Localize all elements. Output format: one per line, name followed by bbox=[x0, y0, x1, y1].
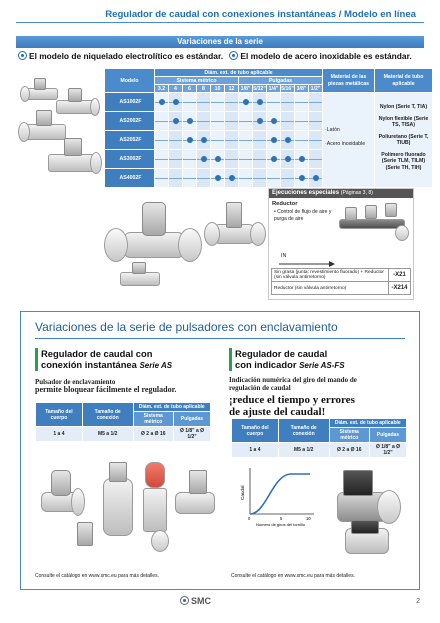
material-cell bbox=[323, 93, 375, 188]
availability-dot bbox=[159, 99, 165, 105]
flow-tick: 5 bbox=[280, 516, 283, 521]
special-header bbox=[269, 189, 413, 198]
availability-dot bbox=[201, 156, 207, 162]
size-cell bbox=[239, 131, 253, 150]
tube-material-item: Poliuretano (Serie T, TIUB) bbox=[378, 133, 429, 146]
push-rule bbox=[35, 338, 405, 339]
size-cell bbox=[155, 112, 169, 131]
left-col-title bbox=[35, 348, 215, 371]
in-label: IN bbox=[281, 253, 287, 259]
smc-logo bbox=[180, 596, 211, 606]
size-cell bbox=[197, 93, 211, 112]
right-big bbox=[229, 394, 414, 418]
tube-material-cell bbox=[375, 93, 433, 188]
size-cell bbox=[309, 112, 323, 131]
size-header: 5/16" bbox=[281, 85, 294, 92]
mini-h-size: Tamaño del cuerpo bbox=[36, 403, 83, 427]
size-cell bbox=[225, 150, 239, 169]
size-cell bbox=[295, 112, 309, 131]
right-catalog: Consulte el catálogo en www.smc.eu para más detalles. bbox=[231, 573, 355, 579]
availability-dot bbox=[173, 118, 179, 124]
tube-material-header: Material de tubo aplicable bbox=[375, 69, 433, 93]
availability-dot bbox=[257, 118, 263, 124]
right-big-line1: ¡reduce el tiempo y errores bbox=[229, 394, 355, 406]
material-header: Material de las piezas metálicas bbox=[323, 69, 375, 93]
size-cell bbox=[281, 169, 295, 188]
left-sub-line1: Pulsador de enclavamiento bbox=[35, 378, 116, 386]
special-row-code: -X21 bbox=[389, 269, 411, 282]
size-cell bbox=[253, 93, 267, 112]
size-cell bbox=[183, 112, 197, 131]
right-sub-line1: Indicación numérica del giro del mando de bbox=[229, 376, 357, 384]
product-photo-group bbox=[104, 192, 266, 302]
header-rule bbox=[16, 22, 424, 23]
flow-tick: 10 bbox=[306, 516, 311, 521]
size-cell bbox=[197, 112, 211, 131]
left-title-line2: conexión instantánea bbox=[41, 359, 137, 370]
mini-h-inch: Pulgadas bbox=[369, 428, 406, 443]
size-cell bbox=[211, 93, 225, 112]
mini-h-tube: Diám. ext. de tubo aplicable bbox=[329, 419, 406, 428]
availability-dot bbox=[173, 99, 179, 105]
size-cell bbox=[211, 150, 225, 169]
push-title: Variaciones de la serie de pulsadores con enclavamiento bbox=[35, 320, 338, 334]
mini-v-conn: M5 a 1/2 bbox=[82, 427, 133, 442]
model-header: Modelo bbox=[105, 69, 155, 93]
size-cell bbox=[281, 131, 295, 150]
availability-dot bbox=[257, 99, 263, 105]
special-row-code: -X214 bbox=[389, 282, 411, 295]
size-header: 5/32" bbox=[253, 85, 266, 92]
mini-v-conn: M5 a 1/2 bbox=[278, 443, 329, 458]
size-cell bbox=[155, 93, 169, 112]
size-cell bbox=[197, 150, 211, 169]
size-header: 1/4" bbox=[267, 85, 281, 93]
size-cell bbox=[281, 150, 295, 169]
size-cell bbox=[169, 131, 183, 150]
size-header: 10 bbox=[211, 85, 225, 93]
right-title-line1: Regulador de caudal bbox=[235, 348, 328, 359]
availability-dot bbox=[229, 175, 235, 181]
model-name: AS1002F bbox=[105, 93, 155, 112]
material-item: ·Latón bbox=[325, 127, 340, 133]
mini-h-metric: Sistema métrico bbox=[133, 412, 173, 427]
right-mini-table bbox=[231, 418, 407, 458]
size-cell bbox=[197, 131, 211, 150]
tube-material-item: Nylon flexible (Serie TS, TISA) bbox=[378, 115, 429, 128]
mini-h-metric: Sistema métrico bbox=[329, 428, 369, 443]
special-executions-panel bbox=[268, 188, 414, 300]
right-col-title bbox=[229, 348, 409, 371]
availability-dot bbox=[271, 137, 277, 143]
size-header: 3.2 bbox=[155, 85, 169, 93]
bullseye-icon bbox=[229, 51, 238, 60]
size-cell bbox=[267, 93, 281, 112]
size-cell bbox=[253, 131, 267, 150]
push-lock-products bbox=[31, 452, 221, 557]
special-subtitle: Reductor bbox=[272, 201, 298, 207]
special-bullet: • Control de flujo de aire y purga de aire bbox=[274, 209, 332, 222]
availability-dot bbox=[271, 156, 277, 162]
mini-v-inch: Ø 1/8" a Ø 1/2" bbox=[173, 427, 210, 442]
mini-v-metric: Ø 2 a Ø 16 bbox=[329, 443, 369, 458]
mini-v-size: 1 a 4 bbox=[232, 443, 279, 458]
size-cell bbox=[267, 169, 281, 188]
metric-header: Sistema métrico bbox=[155, 77, 239, 85]
tube-header: Diám. ext. de tubo aplicable bbox=[155, 69, 323, 77]
left-title-line1: Regulador de caudal con bbox=[41, 348, 153, 359]
size-header: 1/8" bbox=[239, 85, 253, 93]
size-header: 1/2" bbox=[309, 85, 323, 93]
size-cell bbox=[197, 169, 211, 188]
left-series: Serie AS bbox=[139, 361, 173, 370]
mini-h-conn: Tamaño de conexión bbox=[82, 403, 133, 427]
size-cell bbox=[211, 112, 225, 131]
size-cell bbox=[155, 131, 169, 150]
model-name: AS3002F bbox=[105, 150, 155, 169]
size-cell bbox=[267, 112, 281, 131]
mini-v-inch: Ø 1/8" a Ø 1/2" bbox=[369, 443, 406, 458]
manifold-image bbox=[335, 201, 411, 245]
availability-dot bbox=[299, 156, 305, 162]
size-cell bbox=[169, 112, 183, 131]
mini-v-metric: Ø 2 a Ø 16 bbox=[133, 427, 173, 442]
availability-dot bbox=[215, 156, 221, 162]
model-row bbox=[105, 93, 433, 112]
size-cell bbox=[281, 112, 295, 131]
size-cell bbox=[169, 169, 183, 188]
tube-material-item: Polímero fluorado (Serie TLM, TILM) (Serie TH, TIH) bbox=[381, 151, 426, 171]
product-image-set bbox=[18, 72, 102, 182]
size-cell bbox=[253, 169, 267, 188]
size-cell bbox=[239, 169, 253, 188]
size-cell bbox=[155, 169, 169, 188]
size-cell bbox=[225, 131, 239, 150]
push-lock-box bbox=[20, 311, 420, 590]
size-cell bbox=[267, 150, 281, 169]
size-cell bbox=[183, 93, 197, 112]
size-cell bbox=[295, 131, 309, 150]
variations-table bbox=[104, 68, 433, 188]
special-row bbox=[272, 282, 411, 295]
logo-text: SMC bbox=[191, 596, 211, 606]
size-cell bbox=[169, 150, 183, 169]
size-cell bbox=[267, 131, 281, 150]
availability-dot bbox=[243, 99, 249, 105]
size-cell bbox=[183, 150, 197, 169]
size-header: 12 bbox=[225, 85, 239, 93]
size-cell bbox=[155, 150, 169, 169]
left-sub bbox=[35, 378, 225, 394]
special-page-ref: (Páginas 3, 8) bbox=[340, 190, 374, 196]
model-name: AS2052F bbox=[105, 131, 155, 150]
size-cell bbox=[295, 150, 309, 169]
standard-notes bbox=[18, 51, 428, 61]
size-header: 4 bbox=[169, 85, 183, 93]
mini-h-size: Tamaño del cuerpo bbox=[232, 419, 279, 443]
mini-h-tube: Diám. ext. de tubo aplicable bbox=[133, 403, 210, 412]
flow-curve bbox=[250, 474, 310, 514]
special-table bbox=[271, 268, 411, 295]
size-cell bbox=[295, 93, 309, 112]
inch-header: Pulgadas bbox=[239, 77, 323, 85]
right-sub bbox=[229, 376, 414, 392]
availability-dot bbox=[285, 137, 291, 143]
size-cell bbox=[253, 150, 267, 169]
special-title: Ejecuciones especiales bbox=[272, 190, 340, 196]
size-cell bbox=[183, 169, 197, 188]
mini-h-inch: Pulgadas bbox=[173, 412, 210, 427]
right-series: Serie AS-FS bbox=[299, 361, 345, 370]
size-cell bbox=[225, 93, 239, 112]
right-big-line2: de ajuste del caudal! bbox=[229, 406, 326, 418]
special-row-desc: Reductor (sin válvula antirretorno) bbox=[272, 282, 389, 295]
size-cell bbox=[211, 169, 225, 188]
tube-material-item: Nylon (Serie T, TIA) bbox=[379, 104, 428, 110]
flow-ylabel: Caudal bbox=[240, 485, 245, 500]
size-cell bbox=[211, 131, 225, 150]
availability-dot bbox=[215, 175, 221, 181]
standard-left: El modelo de niquelado electrolítico es estándar. bbox=[29, 51, 224, 61]
size-header: 8 bbox=[197, 85, 211, 93]
special-row bbox=[272, 269, 411, 282]
logo-icon bbox=[180, 596, 189, 605]
availability-dot bbox=[201, 137, 207, 143]
right-sub-line2: regulación de caudal bbox=[229, 384, 291, 392]
mini-h-conn: Tamaño de conexión bbox=[278, 419, 329, 443]
indicator-products bbox=[327, 462, 415, 562]
flow-chart bbox=[240, 466, 322, 528]
left-sub-line2: permite bloquear fácilmente el regulador. bbox=[35, 385, 177, 394]
standard-right: El modelo de acero inoxidable es estándar. bbox=[240, 51, 412, 61]
left-catalog: Consulte el catálogo en www.smc.eu para más detalles. bbox=[35, 573, 159, 579]
flow-xlabel: Número de giros del tornillo bbox=[256, 522, 305, 527]
size-cell bbox=[225, 112, 239, 131]
size-cell bbox=[239, 93, 253, 112]
page-title: Regulador de caudal con conexiones instantáneas / Modelo en línea bbox=[105, 9, 416, 20]
mini-v-size: 1 a 4 bbox=[36, 427, 83, 442]
right-title-line2: con indicador bbox=[235, 359, 297, 370]
size-cell bbox=[239, 112, 253, 131]
special-row-desc: Sin grasa (junta: revestimiento fluorado) + Reductor (sin válvula antirretorno) bbox=[272, 269, 389, 282]
availability-dot bbox=[187, 137, 193, 143]
flow-tick: 0 bbox=[248, 516, 251, 521]
size-cell bbox=[309, 150, 323, 169]
model-name: AS4002F bbox=[105, 169, 155, 188]
availability-dot bbox=[313, 175, 319, 181]
bullseye-icon bbox=[18, 51, 27, 60]
size-cell bbox=[309, 131, 323, 150]
page-header bbox=[0, 0, 440, 28]
model-name: AS2002F bbox=[105, 112, 155, 131]
left-mini-table bbox=[35, 402, 211, 442]
size-cell bbox=[295, 169, 309, 188]
size-cell bbox=[183, 131, 197, 150]
size-cell bbox=[309, 169, 323, 188]
availability-dot bbox=[299, 175, 305, 181]
size-cell bbox=[225, 169, 239, 188]
size-cell bbox=[253, 112, 267, 131]
page-number: 2 bbox=[416, 598, 420, 605]
size-header: 3/8" bbox=[295, 85, 309, 93]
availability-dot bbox=[285, 156, 291, 162]
material-item: ·Acero inoxidable bbox=[325, 141, 366, 147]
size-cell bbox=[169, 93, 183, 112]
availability-dot bbox=[271, 118, 277, 124]
availability-dot bbox=[187, 118, 193, 124]
size-cell bbox=[309, 93, 323, 112]
variations-bar: Variaciones de la serie bbox=[16, 36, 424, 48]
size-header: 6 bbox=[183, 85, 197, 93]
size-cell bbox=[239, 150, 253, 169]
size-cell bbox=[281, 93, 295, 112]
